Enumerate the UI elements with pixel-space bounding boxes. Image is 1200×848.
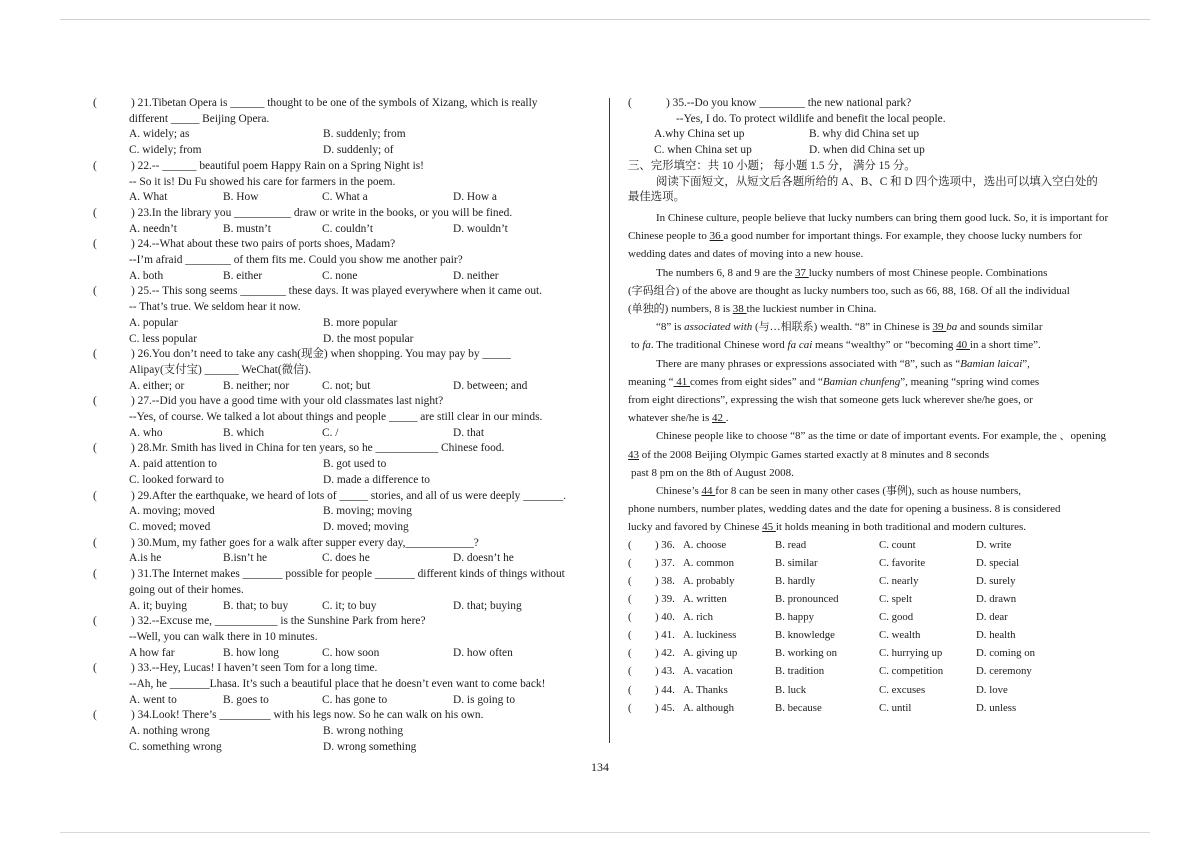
option-a: A. needn’t [129,222,177,235]
answer-paren: ( [93,442,97,455]
question-text-cont: going out of their homes. [129,583,244,596]
option-a: A.why China set up [654,128,745,141]
options-row [93,426,593,442]
option-c: C. does he [322,552,370,565]
options-row [93,551,593,567]
blank-44: 44 [701,484,716,497]
answer-paren: ( [628,647,632,660]
passage-line: Chinese people like to choose “8” as the time or date of important events. For example, the 、opening [656,430,1106,443]
options-row [93,190,593,206]
option-b: B. knowledge [775,629,835,642]
option-c: C. hurrying up [879,647,943,660]
answer-row-44 [628,681,1128,699]
option-d: D. between; and [453,379,528,392]
option-c: C. looked forward to [129,473,224,486]
option-b: B. why did China set up [809,128,920,141]
option-b: B. goes to [223,693,269,706]
answer-paren: ( [628,574,632,587]
passage-line: The numbers 6, 8 and 9 are the 37 lucky numbers of most Chinese people. Combinations [656,266,1048,279]
passage-line: to fa. The traditional Chinese word fa cai means “wealthy” or “becoming 40 in a short time”. [631,339,1041,352]
option-a: A how far [129,646,175,659]
option-b: B. happy [775,611,814,624]
option-a: A. probably [683,574,735,587]
passage-line: In Chinese culture, people believe that lucky numbers can bring them good luck. So, it is important for [656,211,1109,224]
left-column [93,96,593,756]
option-d: D. drawn [976,593,1017,606]
question-number: ) 31. [131,568,152,581]
answer-row-45 [628,699,1128,717]
question-21 [93,96,593,159]
option-d: D. ceremony [976,665,1032,678]
option-d: D. surely [976,574,1016,587]
option-d: D. moved; moving [323,520,409,533]
option-b: B. tradition [775,665,825,678]
question-number: ) 23. [131,206,152,219]
question-34 [93,708,593,755]
question-text: After the earthquake, we heard of lots of _____ stories, and all of us were deeply _______. [151,489,566,502]
blank-43: 43 [628,448,639,461]
options-row [93,740,593,756]
question-number: ) 41. [655,629,675,642]
section-instructions: 阅读下面短文，从短文后各题所给的 A、B、C 和 D 四个选项中，选出可以填入空白处的 [656,175,1098,188]
option-c: C. What a [322,191,368,204]
blank-38: 38 [732,302,747,315]
option-c: C. less popular [129,332,198,345]
option-c: C. count [879,538,916,551]
blank-40: 40 [956,339,970,352]
options-row [93,473,593,489]
option-c: C. when China set up [654,144,752,157]
question-text-cont: -- So it is! Du Fu showed his care for farmers in the poem. [129,175,396,188]
answer-paren: ( [93,568,97,581]
question-text: -- This song seems ________ these days. It was played everywhere when it came out. [151,285,543,298]
options-row [628,127,1128,143]
option-a: A. although [683,701,734,714]
options-row [93,693,593,709]
answer-paren: ( [93,615,97,628]
blank-41: 41 [673,375,691,388]
option-d: D. doesn’t he [453,552,514,565]
options-row [93,316,593,332]
answer-row-37 [628,555,1128,573]
option-b: B.isn’t he [223,552,268,565]
question-number: ) 27. [131,395,152,408]
answer-paren: ( [93,489,97,502]
option-d: D. neither [453,269,499,282]
question-number: ) 35. [666,97,687,109]
options-row [93,457,593,473]
option-a: A. What [129,191,168,204]
option-a: A. popular [129,316,178,329]
option-d: D. that [453,426,485,439]
answer-paren: ( [93,709,97,722]
question-28 [93,441,593,488]
option-a: A. written [683,593,727,606]
question-25 [93,284,593,347]
option-a: A. either; or [129,379,185,392]
option-c: C. spelt [879,593,912,606]
option-a: A. choose [683,538,727,551]
question-number: ) 38. [655,574,675,587]
question-text: Mum, my father goes for a walk after supper every day,____________? [151,536,479,549]
option-b: B. because [775,701,822,714]
top-rule [60,19,1150,20]
question-text-cont: --Well, you can walk there in 10 minutes. [129,630,318,643]
option-d: D. when did China set up [809,144,925,157]
question-33 [93,661,593,708]
options-row [93,332,593,348]
option-a: A. went to [129,693,177,706]
right-column [628,96,1128,718]
option-a: A. giving up [683,647,738,660]
blank-42: 42 [712,412,726,425]
option-b: B. luck [775,683,807,696]
option-c: C. good [879,611,914,624]
question-24 [93,237,593,284]
blank-37: 37 [794,266,809,279]
question-text: --What about these two pairs of ports shoes, Madam? [151,238,396,251]
option-d: D. made a difference to [323,473,430,486]
option-c: C. favorite [879,556,926,569]
option-a: A. it; buying [129,599,187,612]
option-c: C. it; to buy [322,599,377,612]
option-c: C. nearly [879,574,919,587]
question-number: ) 25. [131,285,152,298]
option-b: B. neither; nor [223,379,290,392]
option-d: D. how often [453,646,513,659]
question-text-cont: --Yes, I do. To protect wildlife and benefit the local people. [676,112,946,125]
option-d: D. special [976,556,1020,569]
answer-paren: ( [93,285,97,298]
column-divider [609,98,610,743]
passage-line: Chinese’s 44 for 8 can be seen in many other cases (事例), such as house numbers, [656,484,1022,497]
option-d: D. coming on [976,647,1036,660]
answer-row-36 [628,537,1128,555]
question-30 [93,536,593,567]
option-a: A. nothing wrong [129,725,210,738]
answer-paren: ( [628,701,632,714]
option-c: C. until [879,701,912,714]
passage-line: phone numbers, number plates, wedding dates and the date for opening a business. 8 is considered [628,503,1061,516]
question-number: ) 45. [655,701,675,714]
passage-line: wedding dates and dates of moving into a new house. [628,248,864,261]
answer-paren: ( [93,238,97,251]
option-d: D. suddenly; of [323,144,394,157]
question-text: In the library you __________ draw or write in the books, or you will be fined. [151,206,513,219]
question-text-cont: --Yes, of course. We talked a lot about things and people _____ are still clear in our minds. [129,411,543,424]
question-number: ) 37. [655,556,675,569]
option-d: D. health [976,629,1016,642]
option-b: B. mustn’t [223,222,271,235]
option-a: A. paid attention to [129,458,217,471]
question-number: ) 36. [655,538,675,551]
answer-paren: ( [628,665,632,678]
question-text: --Excuse me, ___________ is the Sunshine Park from here? [151,615,426,628]
option-b: B. similar [775,556,818,569]
option-b: B. which [223,426,265,439]
answer-paren: ( [93,159,97,172]
options-row [93,646,593,662]
option-a: A. vacation [683,665,733,678]
blank-39: 39 [932,321,947,334]
answer-paren: ( [628,611,632,624]
option-c: C. widely; from [129,144,202,157]
option-c: C. none [322,269,358,282]
option-d: D. the most popular [323,332,414,345]
option-c: C. wealth [879,629,921,642]
question-text-cont: Alipay(支付宝) ______ WeChat(微信). [129,363,312,376]
answer-paren: ( [628,593,632,606]
answer-paren: ( [93,206,97,219]
option-a: A. who [129,426,163,439]
options-row [93,379,593,395]
option-b: B. read [775,538,807,551]
passage-line: Chinese people to 36 a good number for important things. For example, they choose lucky numbers for [628,230,1082,243]
question-text: --Did you have a good time with your old classmates last night? [151,395,444,408]
passage-line: from eight directions”, expressing the wish that someone gets luck wherever she/he goes, or [628,393,1033,406]
section-instructions-cont: 最佳选项。 [628,191,685,204]
options-row [628,143,1128,159]
option-a: A. widely; as [129,128,190,141]
question-29 [93,489,593,536]
question-27 [93,394,593,441]
options-row [93,127,593,143]
option-d: D. write [976,538,1012,551]
option-c: C. couldn’t [322,222,374,235]
question-number: ) 43. [655,665,675,678]
options-row [93,599,593,615]
option-b: B. suddenly; from [323,128,406,141]
option-a: A. common [683,556,734,569]
question-text: You don’t need to take any cash(现金) when shopping. You may pay by _____ [151,348,511,361]
option-d: D. How a [453,191,497,204]
option-a: A. Thanks [683,683,728,696]
option-d: D. wouldn’t [453,222,508,235]
option-b: B. how long [223,646,280,659]
options-row [93,724,593,740]
question-text: Tibetan Opera is ______ thought to be one of the symbols of Xizang, which is really [151,97,538,109]
passage-line: past 8 pm on the 8th of August 2008. [631,466,794,479]
option-b: B. How [223,191,259,204]
question-26 [93,347,593,394]
option-c: C. moved; moved [129,520,211,533]
cloze-passage [628,209,1128,537]
question-number: ) 42. [655,647,675,660]
question-number: ) 40. [655,611,675,624]
options-row [93,504,593,520]
option-c: C. competition [879,665,944,678]
answer-paren: ( [628,538,632,551]
answer-options-table [628,537,1128,718]
question-number: ) 22. [131,159,152,172]
question-text: Mr. Smith has lived in China for ten years, so he ___________ Chinese food. [151,442,505,455]
question-number: ) 33. [131,662,152,675]
question-text: --Hey, Lucas! I haven’t seen Tom for a long time. [151,662,378,675]
passage-line: (单独的) numbers, 8 is 38 the luckiest number in China. [628,302,877,315]
question-text-cont: -- That’s true. We seldom hear it now. [129,301,301,314]
option-a: A.is he [129,552,162,565]
option-b: B. moving; moving [323,505,412,518]
question-22 [93,159,593,206]
answer-paren: ( [628,556,632,569]
option-d: D. wrong something [323,740,417,753]
option-b: B. hardly [775,574,816,587]
question-text-cont: different _____ Beijing Opera. [129,112,270,125]
option-d: D. is going to [453,693,516,706]
question-text-cont: --I’m afraid ________ of them fits me. Could you show me another pair? [129,254,463,267]
answer-row-41 [628,627,1128,645]
option-b: B. either [223,269,263,282]
question-23 [93,206,593,237]
question-number: ) 29. [131,489,152,502]
answer-paren: ( [93,97,97,109]
question-number: ) 30. [131,536,152,549]
answer-row-39 [628,591,1128,609]
question-35 [628,96,1128,159]
passage-line: whatever she/he is 42 . [628,412,729,425]
option-d: D. that; buying [453,599,522,612]
options-row [93,222,593,238]
option-b: B. working on [775,647,838,660]
question-number: ) 26. [131,348,152,361]
answer-paren: ( [628,683,632,696]
question-text: --Do you know ________ the new national park? [686,97,912,109]
answer-paren: ( [628,97,632,109]
blank-36: 36 [709,230,724,243]
answer-row-42 [628,645,1128,663]
answer-paren: ( [93,395,97,408]
passage-line: (字码组合) of the above are thought as lucky numbers too, such as 66, 88, 168. Of all the individual [628,284,1070,297]
options-row [93,520,593,536]
option-a: A. both [129,269,164,282]
option-c: C. something wrong [129,740,222,753]
option-c: C. not; but [322,379,371,392]
option-b: B. wrong nothing [323,725,404,738]
section-heading: 三、完形填空：共 10 小题； 每小题 1.5 分， 满分 15 分。 [628,159,916,172]
answer-row-38 [628,573,1128,591]
question-number: ) 44. [655,683,675,696]
question-number: ) 39. [655,593,675,606]
options-row [93,269,593,285]
question-text: Look! There’s _________ with his legs now. So he can walk on his own. [151,709,484,722]
option-a: A. rich [683,611,713,624]
question-number: ) 32. [131,615,152,628]
passage-line: meaning “ 41 comes from eight sides” and “Bamian chunfeng”, meaning “spring wind comes [628,375,1040,388]
option-b: B. more popular [323,316,398,329]
option-c: C. how soon [322,646,380,659]
question-number: ) 24. [131,238,152,251]
question-text: The Internet makes _______ possible for people _______ different kinds of things without [151,568,565,581]
passage-line: 43 of the 2008 Beijing Olympic Games started exactly at 8 minutes and 8 seconds [628,448,990,461]
question-number: ) 28. [131,442,152,455]
option-d: D. unless [976,701,1017,714]
answer-paren: ( [93,348,97,361]
question-32 [93,614,593,661]
option-c: C. / [322,426,339,439]
option-a: A. luckiness [683,629,737,642]
option-c: C. excuses [879,683,926,696]
blank-45: 45 [762,521,776,534]
answer-paren: ( [93,536,97,549]
option-c: C. has gone to [322,693,388,706]
answer-row-40 [628,609,1128,627]
passage-line: lucky and favored by Chinese 45 it holds meaning in both traditional and modern cultures. [628,521,1027,534]
bottom-rule [60,832,1150,833]
question-number: ) 34. [131,709,152,722]
answer-row-43 [628,663,1128,681]
page-number: 134 [591,760,609,774]
option-a: A. moving; moved [129,505,215,518]
option-b: B. pronounced [775,593,839,606]
question-text: -- ______ beautiful poem Happy Rain on a Spring Night is! [151,159,424,172]
question-text-cont: --Ah, he _______Lhasa. It’s such a beautiful place that he doesn’t even want to come back! [129,678,546,691]
answer-paren: ( [628,629,632,642]
option-d: D. love [976,683,1008,696]
question-31 [93,567,593,614]
answer-paren: ( [93,662,97,675]
passage-line: There are many phrases or expressions associated with “8”, such as “Bamian laicai”, [656,357,1030,370]
option-b: B. got used to [323,458,387,471]
options-row [93,143,593,159]
question-number: ) 21. [131,97,152,109]
passage-line: “8” is associated with (与…相联系) wealth. “8” in Chinese is 39 ba and sounds similar [656,321,1043,334]
option-b: B. that; to buy [223,599,289,612]
option-d: D. dear [976,611,1008,624]
